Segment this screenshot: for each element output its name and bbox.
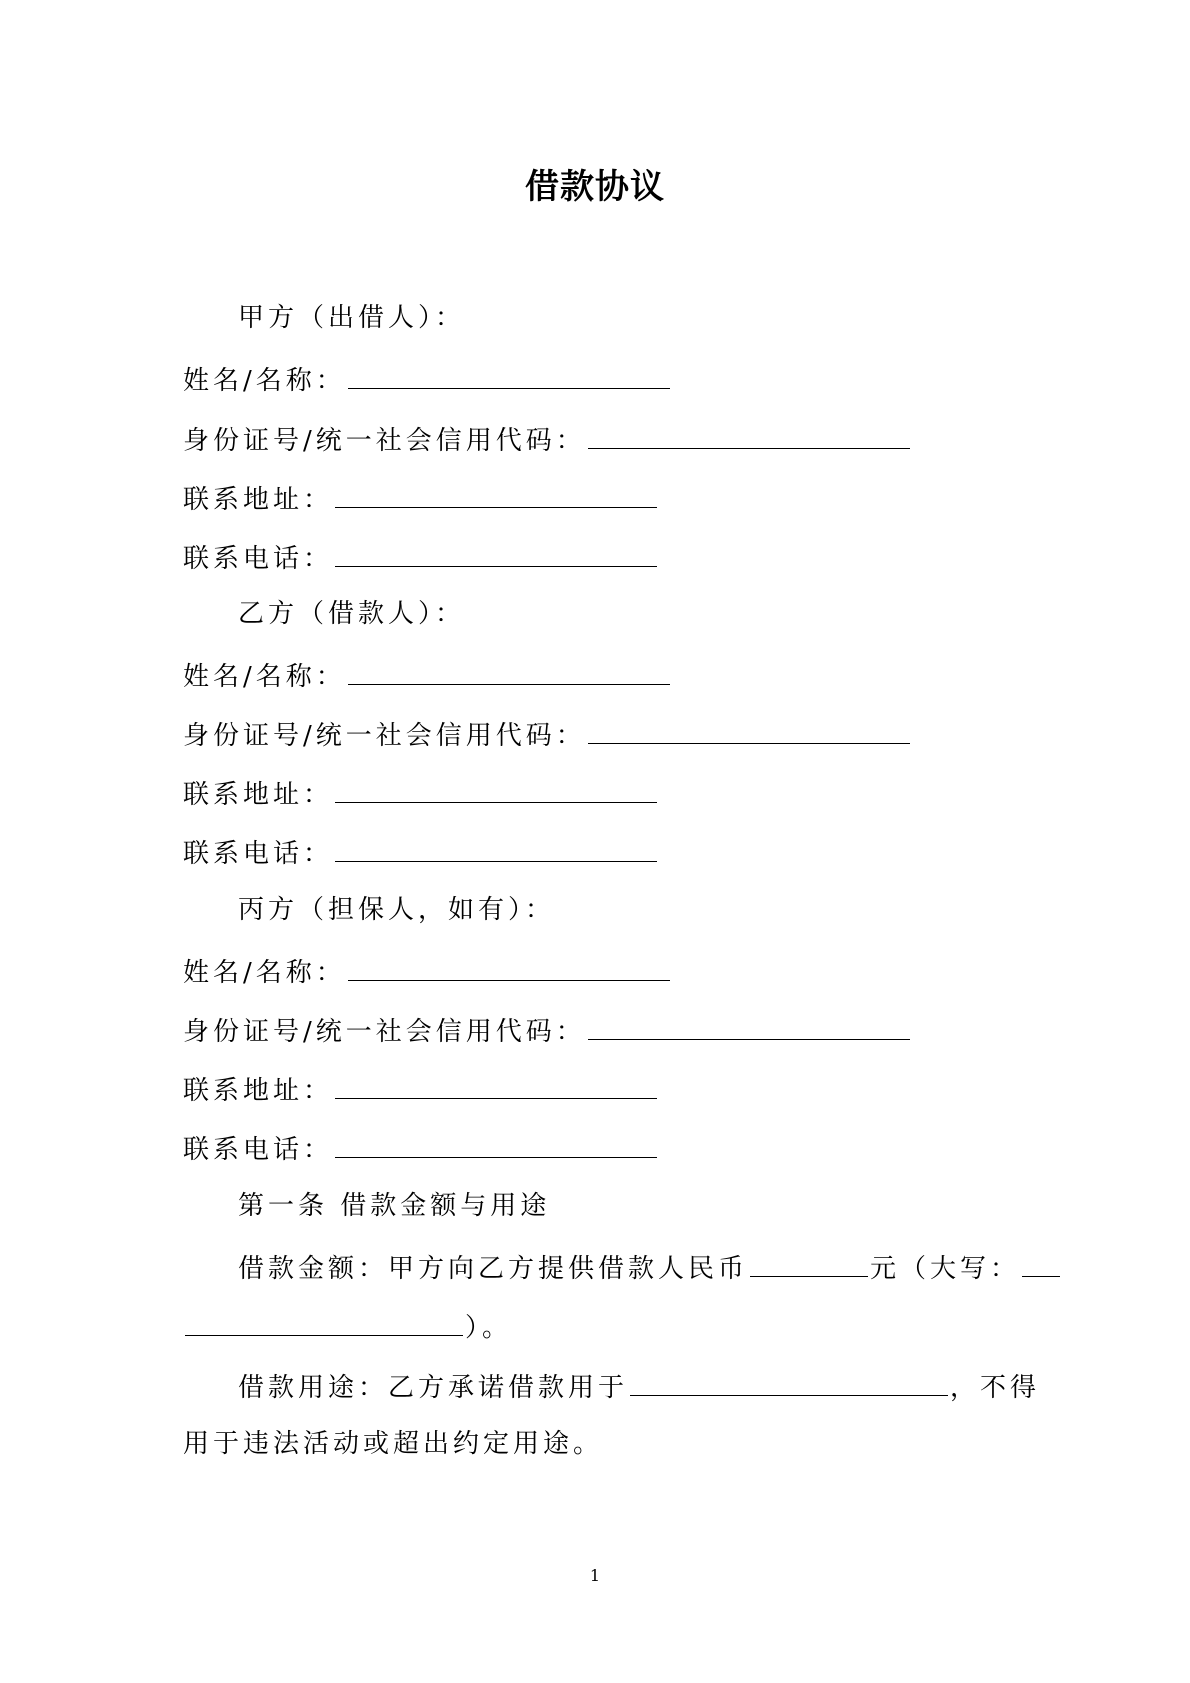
party-a-phone-label: 联系电话：: [183, 544, 334, 574]
document-title: 借款协议: [525, 167, 665, 207]
loan-amount-caps-blank-start[interactable]: [1022, 1248, 1060, 1277]
party-b-heading: 乙方（借款人）：: [238, 599, 466, 629]
party-a-address-blank[interactable]: [335, 479, 657, 508]
loan-purpose-continued: 用于违法活动或超出约定用途。: [183, 1429, 604, 1459]
party-b-phone-blank[interactable]: [335, 833, 657, 862]
party-c-address-blank[interactable]: [335, 1070, 657, 1099]
party-a-id-row: [183, 420, 912, 459]
party-a-phone-row: [183, 538, 659, 577]
party-c-heading: 丙方（担保人，如有）：: [238, 895, 556, 925]
party-c-id-label: 身份证号/统一社会信用代码：: [183, 1017, 586, 1047]
party-b-id-row: [183, 715, 912, 754]
party-c-id-blank[interactable]: [588, 1011, 910, 1040]
party-c-name-label: 姓名/名称：: [183, 958, 346, 988]
loan-amount-suffix: ）。: [465, 1313, 513, 1343]
party-a-id-label: 身份证号/统一社会信用代码：: [183, 426, 586, 456]
loan-purpose-blank[interactable]: [630, 1367, 948, 1396]
loan-purpose-suffix: ，不得: [950, 1373, 1041, 1403]
party-b-address-row: [183, 774, 659, 813]
article-1-heading: 第一条 借款金额与用途: [238, 1191, 551, 1221]
loan-amount-blank[interactable]: [750, 1248, 868, 1277]
party-c-name-blank[interactable]: [348, 952, 670, 981]
loan-amount-unit: 元（大写：: [870, 1254, 1021, 1284]
loan-purpose-row: [238, 1367, 1040, 1406]
party-a-phone-blank[interactable]: [335, 538, 657, 567]
party-c-address-label: 联系地址：: [183, 1076, 334, 1106]
party-c-address-row: [183, 1070, 659, 1109]
party-b-id-label: 身份证号/统一社会信用代码：: [183, 721, 586, 751]
party-c-id-row: [183, 1011, 912, 1050]
party-a-name-row: [183, 360, 672, 399]
party-b-phone-label: 联系电话：: [183, 839, 334, 869]
loan-purpose-prefix: 借款用途：乙方承诺借款用于: [238, 1373, 629, 1403]
party-b-address-label: 联系地址：: [183, 780, 334, 810]
party-a-address-row: [183, 479, 659, 518]
party-a-name-blank[interactable]: [348, 360, 670, 389]
party-b-name-blank[interactable]: [348, 656, 670, 685]
loan-amount-row: [238, 1248, 1062, 1287]
party-c-name-row: [183, 952, 672, 991]
party-b-name-row: [183, 656, 672, 695]
party-c-phone-label: 联系电话：: [183, 1135, 334, 1165]
party-b-id-blank[interactable]: [588, 715, 910, 744]
loan-amount-caps-blank[interactable]: [185, 1307, 463, 1336]
party-c-phone-blank[interactable]: [335, 1129, 657, 1158]
loan-amount-continued-row: [183, 1307, 512, 1346]
party-c-phone-row: [183, 1129, 659, 1168]
party-b-phone-row: [183, 833, 659, 872]
party-a-id-blank[interactable]: [588, 420, 910, 449]
page-number: 1: [589, 1566, 601, 1585]
party-b-address-blank[interactable]: [335, 774, 657, 803]
loan-amount-prefix: 借款金额：甲方向乙方提供借款人民币: [238, 1254, 749, 1284]
party-a-name-label: 姓名/名称：: [183, 366, 346, 396]
party-b-name-label: 姓名/名称：: [183, 662, 346, 692]
party-a-address-label: 联系地址：: [183, 485, 334, 515]
party-a-heading: 甲方（出借人）：: [238, 303, 466, 333]
